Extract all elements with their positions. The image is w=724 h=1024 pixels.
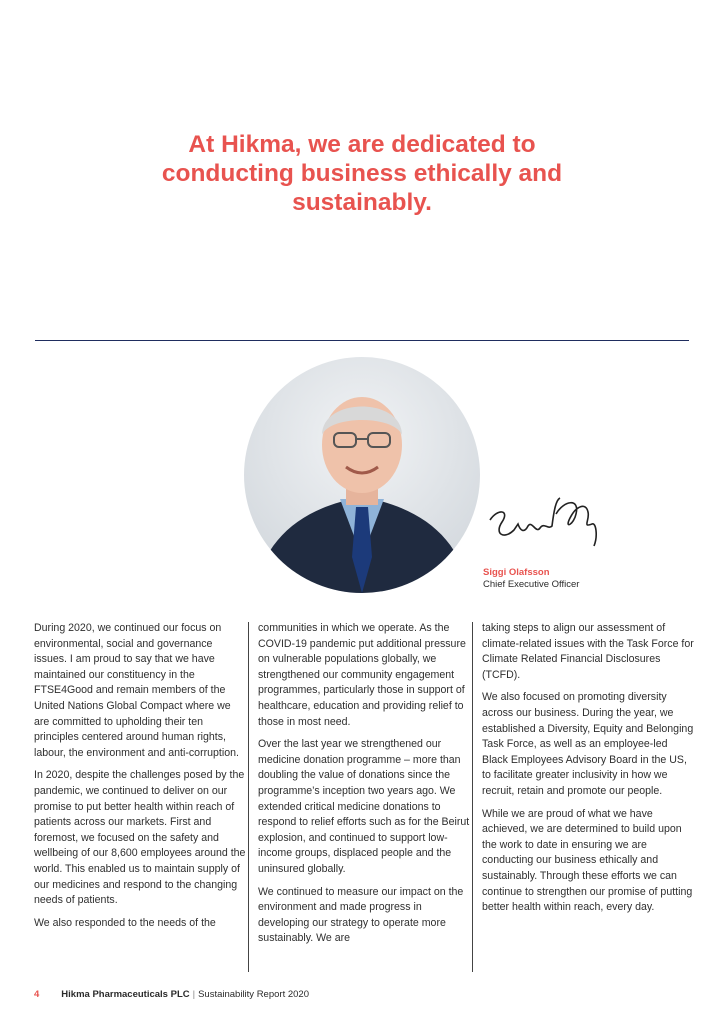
column-divider [248,622,249,972]
footer-report-title: Sustainability Report 2020 [198,989,309,1000]
page-footer [34,989,309,1000]
paragraph: We continued to measure our impact on the environment and made progress in developing our strategy to operate more sustainably. We are [258,885,464,945]
paragraph: While we are proud of what we have achieved, we are determined to build upon the work to date in ensuring we are conducting our business ethically and sustainably. Through these efforts we can continue to strengthen our promise of putting better health within reach, every day. [482,807,693,914]
paragraph: We also focused on promoting diversity across our business. During the year, we established a Diversity, Equity and Belonging Task Force, as well as an employee-led Black Employees Advisory Board in the US, to facilitate greater inclusivity in how we recruit, retain and promote our people. [482,691,694,797]
paragraph: During 2020, we continued our focus on environmental, social and governance issues. I am proud to say that we have maintained our constituency in the FTSE4Good and remain members of the United Nations Global Compact where we are committed to upholding their ten principles centered around human rights, labour, the environment and anti-corruption. [34,622,239,759]
signatory-name: Siggi Olafsson [483,567,550,578]
paragraph: In 2020, despite the challenges posed by the pandemic, we continued to deliver on our promise to put better health within reach of patients across our markets. First and foremost, we focused on the safety and wellbeing of our 8,600 employees around the world. This enabled us to maintain supply of our medicines and respond to the changing needs of patients. [34,769,246,907]
paragraph: We also responded to the needs of the [34,916,216,929]
paragraph: taking steps to align our assessment of climate-related issues with the Task Force for Climate Related Financial Disclosures (TCFD). [482,622,694,681]
section-divider [35,340,689,341]
ceo-portrait-image [244,357,480,593]
paragraph: Over the last year we strengthened our medicine donation programme – more than doubling the value of donations since the programme’s inception two years ago. We extended critical medicine donations to respond to relief efforts such as for the Beirut explosion, and continued to support low-income groups, displaced people and the uninsured globally. [258,738,470,875]
paragraph: communities in which we operate. As the COVID-19 pandemic put additional pressure on vulnerable populations globally, we strengthened our community engagement programmes, particularly those in support of healthcare, education and providing relief to those in most need. [258,622,466,728]
footer-company: Hikma Pharmaceuticals PLC [61,989,190,1000]
page-number: 4 [34,989,40,1000]
signatory-title: Chief Executive Officer [483,579,580,590]
signature-image [484,490,604,560]
footer-separator: | [192,989,196,1000]
column-divider [472,622,473,972]
text-column-1 [34,621,246,938]
text-column-3 [482,621,694,923]
page-headline: At Hikma, we are dedicated to conducting business ethically and sustainably. [161,131,563,216]
text-column-2 [258,621,470,954]
